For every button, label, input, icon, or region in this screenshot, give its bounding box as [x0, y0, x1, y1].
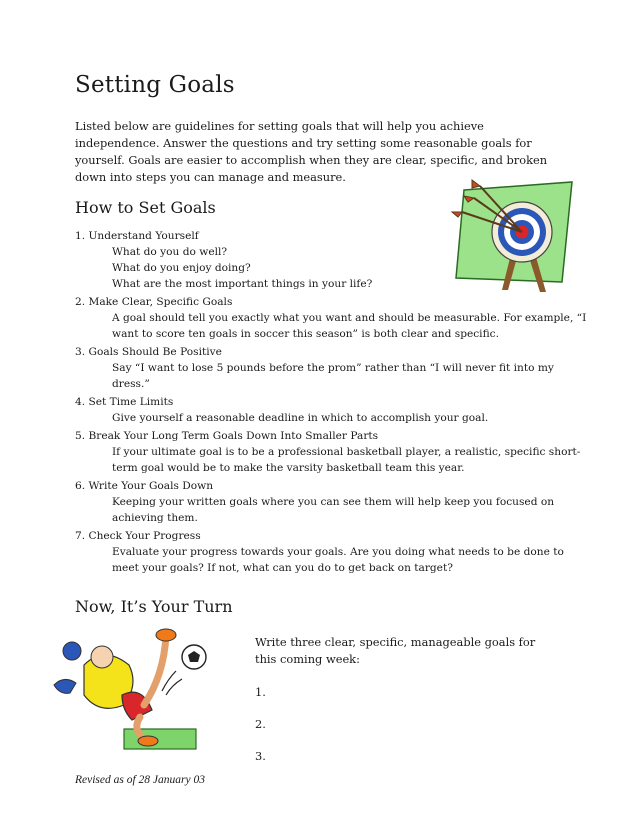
step-item [75, 428, 590, 476]
step-body [75, 444, 590, 476]
step-heading: 7. Check Your Progress [75, 530, 201, 542]
step-body [75, 360, 590, 392]
soccer-kicker-illustration [44, 625, 224, 755]
step-body [75, 310, 590, 342]
step-heading: 5. Break Your Long Term Goals Down Into Smaller Parts [75, 430, 379, 442]
goal-number-3: 3. [255, 749, 266, 763]
revision-date-note: Revised as of 28 January 03 [75, 774, 205, 786]
goal-number-1: 1. [255, 685, 266, 699]
step-body [75, 544, 590, 576]
step-item [75, 344, 590, 392]
archery-target-illustration [450, 178, 578, 296]
step-body [75, 494, 590, 526]
step-text: Keeping your written goals where you can see them will help keep you focused on achieving them. [112, 496, 555, 524]
step-text: What do you enjoy doing? [112, 262, 251, 274]
intro-paragraph: Listed below are guidelines for setting goals that will help you achieve independence. Answer the questions and try setting some reasonable goals for yourself. Goals are easier to accomplish when they are clear, specific, and broken down into steps you can manage and measure. [75, 119, 548, 184]
step-text: What do you do well? [112, 246, 228, 258]
step-text: A goal should tell you exactly what you want and should be measurable. For example, “I want to score ten goals in soccer this season” is both clear and specific. [112, 312, 587, 340]
step-heading: 6. Write Your Goals Down [75, 480, 214, 492]
step-text: What are the most important things in your life? [112, 278, 373, 290]
step-text: Give yourself a reasonable deadline in which to accomplish your goal. [112, 412, 489, 424]
step-text: If your ultimate goal is to be a professional basketball player, a realistic, specific short-term goal would be to make the varsity basketball team this year. [112, 446, 581, 474]
step-body [75, 410, 590, 426]
your-turn-heading: Now, It’s Your Turn [75, 597, 233, 616]
step-text: Evaluate your progress towards your goals. Are you doing what needs to be done to meet your goals? If not, what can you do to get back on target? [112, 546, 564, 574]
step-heading: 3. Goals Should Be Positive [75, 346, 222, 358]
step-item [75, 394, 590, 426]
page-title: Setting Goals [75, 72, 235, 98]
step-text: Say “I want to lose 5 pounds before the prom” rather than “I will never fit into my dress.” [112, 362, 554, 390]
goals-prompt: Write three clear, specific, manageable goals for this coming week: [255, 635, 536, 666]
step-heading: 2. Make Clear, Specific Goals [75, 296, 233, 308]
goal-number-2: 2. [255, 717, 266, 731]
step-heading: 4. Set Time Limits [75, 396, 174, 408]
step-heading: 1. Understand Yourself [75, 230, 199, 242]
step-item [75, 528, 590, 576]
step-item [75, 294, 590, 342]
how-to-set-goals-heading: How to Set Goals [75, 198, 216, 217]
step-item [75, 478, 590, 526]
your-turn-section [255, 634, 555, 763]
